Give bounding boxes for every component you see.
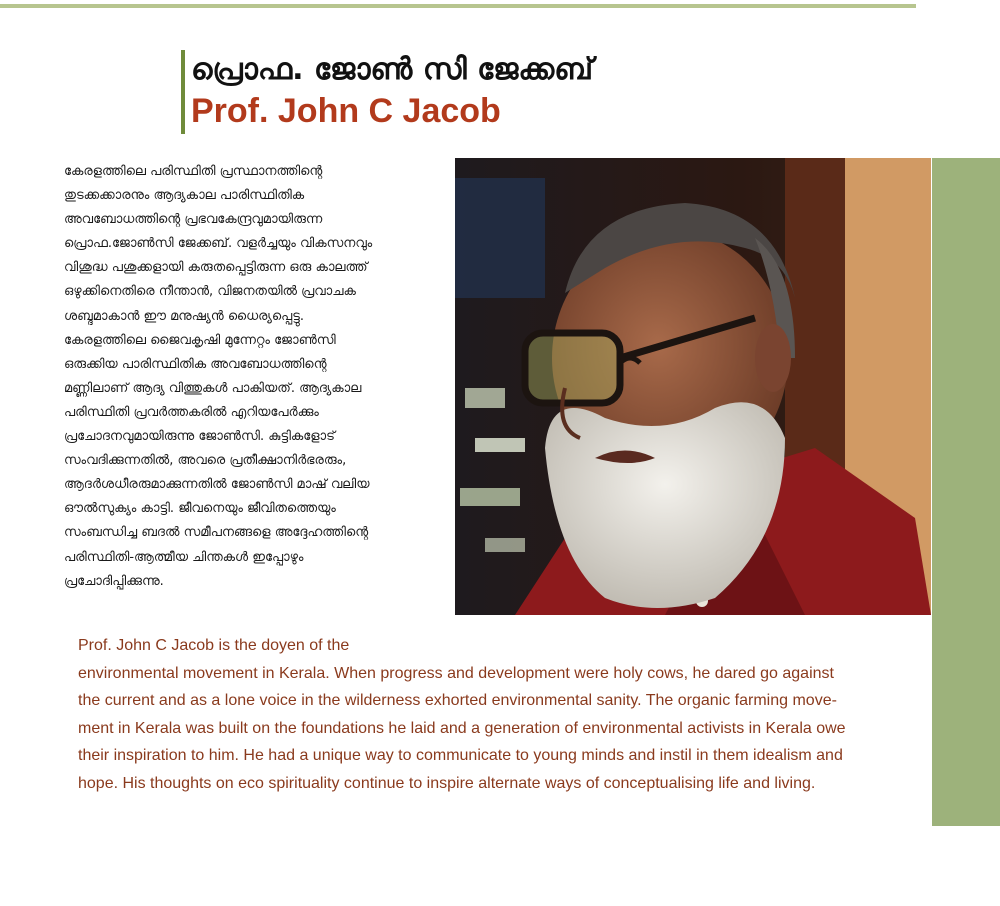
malayalam-line: വിശുദ്ധ പശുക്കളായി കരുതപ്പെട്ടിരുന്ന ഒരു കാലത്ത് [64, 260, 368, 276]
malayalam-line: ഒഴുക്കിനെതിരെ നീന്താൻ, വിജനതയിൽ പ്രവാചക [64, 284, 356, 300]
malayalam-line: പ്രചോദിപ്പിക്കുന്നു. [64, 573, 164, 589]
portrait-illustration [455, 158, 931, 615]
english-line: hope. His thoughts on eco spirituality continue to inspire alternate ways of conceptualising life and living. [78, 774, 816, 792]
malayalam-line: മണ്ണിലാണ് ആദ്യ വിത്തുകൾ പാകിയത്. ആദ്യകാല [64, 380, 362, 396]
english-line: the current and as a lone voice in the wilderness exhorted environmental sanity. The organic farming move- [78, 692, 837, 709]
top-decorative-rule [0, 4, 916, 8]
malayalam-line: അവബോധത്തിന്റെ പ്രഭവകേന്ദ്രവുമായിരുന്ന [64, 212, 323, 228]
malayalam-line: ശബ്ദമാകാൻ ഈ മനുഷ്യൻ ധൈര്യപ്പെട്ടു. [64, 308, 304, 324]
side-green-band [932, 158, 1000, 826]
english-line: ment in Kerala was built on the foundations he laid and a generation of environmental activists in Kerala owe [78, 719, 846, 737]
title-english: Prof. John C Jacob [191, 92, 501, 130]
malayalam-line: കേരളത്തിലെ പരിസ്ഥിതി പ്രസ്ഥാനത്തിന്റെ [64, 164, 323, 179]
english-paragraph [78, 632, 878, 797]
title-block [181, 50, 593, 134]
malayalam-line: പരിസ്ഥിതി പ്രവർത്തകരിൽ എറിയപേർക്കും [64, 404, 319, 420]
title-malayalam: പ്രൊഫ. ജോൺ സി ജേക്കബ് [191, 52, 593, 87]
english-line: Prof. John C Jacob is the doyen of the [78, 637, 350, 654]
portrait-photo [455, 158, 931, 615]
english-line: their inspiration to him. He had a unique way to communicate to young minds and instil in them idealism and [78, 747, 843, 764]
malayalam-line: പ്രചോദനവുമായിരുന്നു ജോൺസി. കുട്ടികളോട് [64, 429, 335, 445]
malayalam-line: ഔൽസുക്യം കാട്ടി. ജീവനെയും ജീവിതത്തെയും [64, 501, 336, 517]
malayalam-line: സംവദിക്കുന്നതിൽ, അവരെ പ്രതീക്ഷാനിർഭരരും, [64, 453, 347, 469]
malayalam-line: കേരളത്തിലെ ജൈവകൃഷി മുന്നേറ്റം ജോൺസി [64, 332, 336, 348]
malayalam-line: പ്രൊഫ.ജോൺസി ജേക്കബ്. വളർച്ചയും വികസനവും [64, 236, 373, 252]
malayalam-paragraph [64, 160, 444, 594]
malayalam-line: ആദർശധീരരുമാക്കുന്നതിൽ ജോൺസി മാഷ് വലിയ [64, 477, 370, 493]
malayalam-line: ഒരുക്കിയ പാരിസ്ഥിതിക അവബോധത്തിന്റെ [64, 356, 327, 372]
malayalam-line: തുടക്കക്കാരനും ആദ്യകാല പാരിസ്ഥിതിക [64, 188, 305, 204]
english-line: environmental movement in Kerala. When progress and development were holy cows, he dared go against [78, 664, 834, 682]
malayalam-line: പരിസ്ഥിതി-ആത്മീയ ചിന്തകൾ ഇപ്പോഴും [64, 549, 304, 565]
malayalam-line: സംബന്ധിച്ച ബദൽ സമീപനങ്ങളെ അദ്ദേഹത്തിന്റെ [64, 525, 369, 541]
